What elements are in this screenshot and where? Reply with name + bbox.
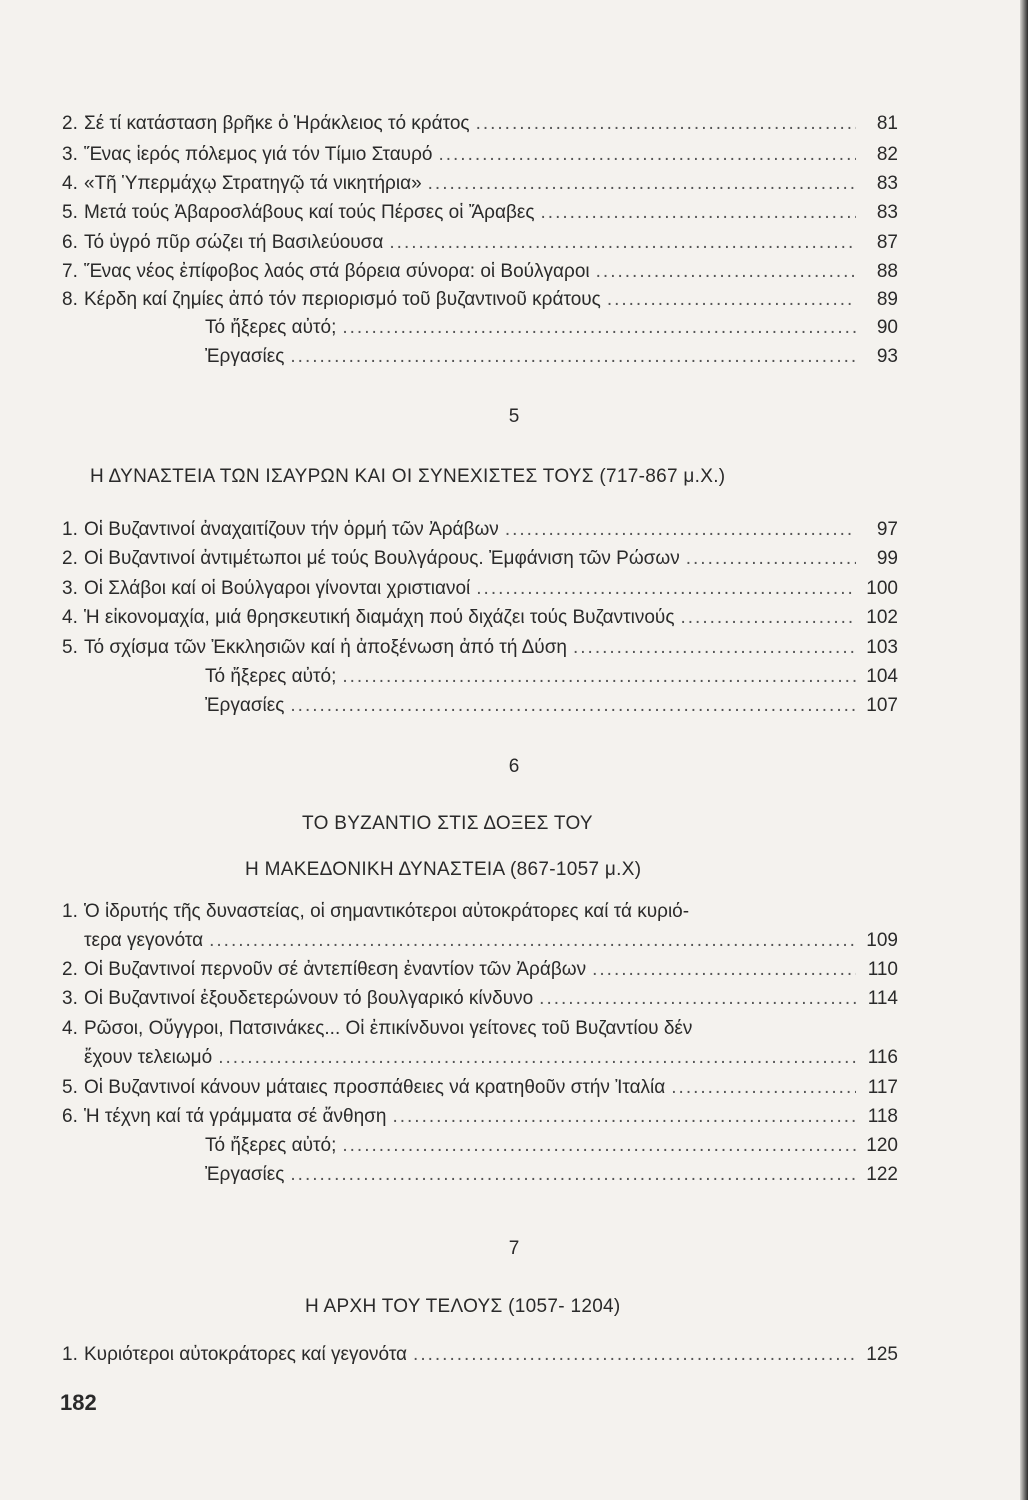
entry-title: Κέρδη καί ζημίες ἀπό τόν περιορισμό τοῦ βυζαντινοῦ κράτους [84, 289, 601, 310]
entry-number: 5. [62, 637, 78, 658]
toc-entry [62, 577, 898, 601]
entry-number: 1. [62, 1344, 78, 1365]
leader-dots [671, 1076, 856, 1100]
entry-number: 3. [62, 144, 78, 165]
leader-dots [596, 260, 856, 284]
page-edge-shadow [1020, 0, 1028, 1500]
entry-title: Ὁ ἱδρυτής τῆς δυναστείας, οἱ σημαντικότεροι αὐτοκράτορες καί τά κυριό- [84, 901, 690, 922]
entry-page: 88 [876, 261, 898, 282]
toc-entry [62, 172, 898, 196]
toc-entry [62, 987, 898, 1011]
toc-entry [62, 1105, 898, 1129]
entry-title: ἔχουν τελειωμό [84, 1047, 213, 1068]
entry-title: Κυριότεροι αὐτοκράτορες καί γεγονότα [84, 1344, 408, 1365]
entry-title: Οἱ Βυζαντινοί περνοῦν σέ ἀντεπίθεση ἐναντίον τῶν Ἀράβων [84, 959, 587, 980]
entry-title: Ἐργασίες [205, 346, 285, 367]
leader-dots [592, 958, 856, 982]
entry-title: Τό ἤξερες αὐτό; [205, 317, 337, 338]
toc-entry [62, 260, 898, 284]
entry-page: 100 [866, 578, 898, 599]
entry-title: Ρῶσοι, Οὔγγροι, Πατσινάκες... Οἱ ἐπικίνδυνοι γείτονες τοῦ Βυζαντίου δέν [84, 1018, 693, 1039]
leader-dots [218, 1046, 856, 1070]
entry-title: Ἡ εἰκονομαχία, μιά θρησκευτική διαμάχη πού διχάζει τούς Βυζαντινούς [84, 607, 675, 628]
entry-number: 2. [62, 959, 78, 980]
entry-page: 107 [866, 695, 898, 716]
leader-dots [290, 345, 856, 369]
entry-title: Τό ὑγρό πῦρ σώζει τή Βασιλεύουσα [84, 232, 384, 253]
entry-number: 1. [62, 901, 78, 922]
entry-page: 125 [866, 1344, 898, 1365]
toc-extra-entry [205, 1163, 898, 1187]
leader-dots [392, 1105, 856, 1129]
entry-page: 99 [876, 548, 898, 569]
entry-page: 104 [866, 666, 898, 687]
toc-entry [62, 1076, 898, 1100]
entry-page: 82 [876, 144, 898, 165]
entry-page: 87 [876, 232, 898, 253]
toc-extra-entry [205, 665, 898, 689]
entry-page: 83 [876, 173, 898, 194]
leader-dots [680, 606, 856, 630]
toc-extra-entry [205, 1134, 898, 1158]
toc-entry [62, 288, 898, 312]
entry-page: 118 [867, 1106, 898, 1127]
entry-page: 102 [866, 607, 898, 628]
entry-title: Ἐργασίες [205, 1164, 285, 1185]
entry-title: τερα γεγονότα [84, 930, 204, 951]
leader-dots [290, 1163, 856, 1187]
leader-dots [342, 1134, 856, 1158]
chapter-title: ΤΟ ΒΥΖΑΝΤΙΟ ΣΤΙΣ ΔΟΞΕΣ ΤΟΥ [302, 813, 593, 834]
toc-entry [62, 1343, 898, 1367]
toc-entry [62, 636, 898, 660]
leader-dots [342, 665, 856, 689]
entry-page: 81 [876, 113, 898, 134]
leader-dots [389, 231, 856, 255]
leader-dots [686, 547, 856, 571]
entry-number: 5. [62, 1077, 78, 1098]
toc-extra-entry [205, 316, 898, 340]
toc-entry [62, 547, 898, 571]
entry-title: Ἐργασίες [205, 695, 285, 716]
leader-dots [476, 112, 856, 136]
toc-extra-entry [205, 694, 898, 718]
leader-dots [413, 1343, 856, 1367]
leader-dots [607, 288, 856, 312]
entry-title: Οἱ Βυζαντινοί κάνουν μάταιες προσπάθειες νά κρατηθοῦν στήν Ἰταλία [84, 1077, 666, 1098]
entry-page: 114 [867, 988, 898, 1009]
leader-dots [573, 636, 856, 660]
entry-title: Οἱ Βυζαντινοί ἀντιμέτωποι μέ τούς Βουλγάρους. Ἐμφάνιση τῶν Ρώσων [84, 548, 680, 569]
toc-entry [62, 1046, 898, 1070]
entry-number: 8. [62, 289, 78, 310]
entry-page: 109 [866, 930, 898, 951]
toc-extra-entry [205, 345, 898, 369]
entry-page: 97 [876, 519, 898, 540]
entry-number: 6. [62, 1106, 78, 1127]
entry-page: 120 [866, 1135, 898, 1156]
entry-page: 117 [867, 1077, 898, 1098]
entry-page: 116 [867, 1047, 898, 1068]
entry-title: Ἕνας ἱερός πόλεμος γιά τόν Τίμιο Σταυρό [84, 144, 433, 165]
entry-page: 89 [876, 289, 898, 310]
leader-dots [541, 201, 856, 225]
chapter-number: 6 [508, 756, 520, 777]
leader-dots [209, 929, 856, 953]
entry-number: 2. [62, 113, 78, 134]
entry-title: «Τῆ Ὑπερμάχῳ Στρατηγῷ τά νικητήρια» [84, 173, 422, 194]
toc-entry [62, 518, 898, 542]
chapter-number: 5 [508, 406, 520, 427]
chapter-subtitle: Η ΜΑΚΕΔΟΝΙΚΗ ΔΥΝΑΣΤΕΙΑ (867-1057 μ.Χ) [245, 859, 642, 880]
chapter-title: Η ΔΥΝΑΣΤΕΙΑ ΤΩΝ ΙΣΑΥΡΩΝ ΚΑΙ ΟΙ ΣΥΝΕΧΙΣΤΕΣ ΤΟΥΣ (717-867 μ.Χ.) [90, 466, 726, 487]
entry-title: Σέ τί κατάσταση βρῆκε ὁ Ἡράκλειος τό κράτος [84, 113, 470, 134]
entry-number: 6. [62, 232, 78, 253]
leader-dots [505, 518, 856, 542]
entry-number: 4. [62, 173, 78, 194]
leader-dots [290, 694, 856, 718]
entry-number: 5. [62, 202, 78, 223]
toc-entry [62, 929, 898, 953]
entry-title: Οἱ Βυζαντινοί ἐξουδετερώνουν τό βουλγαρικό κίνδυνο [84, 988, 534, 1009]
toc-entry [62, 143, 898, 167]
entry-title: Μετά τούς Ἀβαροσλάβους καί τούς Πέρσες οἱ Ἄραβες [84, 202, 535, 223]
toc-entry [62, 201, 898, 225]
entry-title: Τό ἤξερες αὐτό; [205, 1135, 337, 1156]
toc-entry [62, 606, 898, 630]
entry-title: Τό ἤξερες αὐτό; [205, 666, 337, 687]
entry-number: 2. [62, 548, 78, 569]
leader-dots [342, 316, 856, 340]
entry-page: 122 [866, 1164, 898, 1185]
page-number: 182 [60, 1390, 97, 1415]
entry-number: 4. [62, 607, 78, 628]
leader-dots [428, 172, 856, 196]
entry-number: 1. [62, 519, 78, 540]
entry-number: 7. [62, 261, 78, 282]
entry-page: 83 [876, 202, 898, 223]
toc-entry-line1 [62, 900, 689, 924]
leader-dots [476, 577, 856, 601]
toc-entry [62, 112, 898, 136]
entry-number: 4. [62, 1018, 78, 1039]
toc-entry [62, 958, 898, 982]
entry-number: 3. [62, 988, 78, 1009]
entry-title: Οἱ Σλάβοι καί οἱ Βούλγαροι γίνονται χριστιανοί [84, 578, 471, 599]
entry-title: Ἡ τέχνη καί τά γράμματα σέ ἄνθηση [84, 1106, 387, 1127]
entry-page: 110 [867, 959, 898, 980]
entry-title: Οἱ Βυζαντινοί ἀναχαιτίζουν τήν ὁρμή τῶν Ἀράβων [84, 519, 499, 540]
entry-page: 90 [876, 317, 898, 338]
leader-dots [539, 987, 856, 1011]
leader-dots [438, 143, 856, 167]
entry-title: Ἕνας νέος ἐπίφοβος λαός στά βόρεια σύνορα: οἱ Βούλγαροι [84, 261, 590, 282]
entry-title: Τό σχίσμα τῶν Ἐκκλησιῶν καί ἡ ἀποξένωση ἀπό τή Δύση [84, 637, 567, 658]
toc-entry-line1 [62, 1017, 692, 1041]
chapter-number: 7 [508, 1238, 520, 1259]
toc-entry [62, 231, 898, 255]
entry-page: 103 [866, 637, 898, 658]
chapter-title: Η ΑΡΧΗ ΤΟΥ ΤΕΛΟΥΣ (1057- 1204) [305, 1296, 621, 1317]
entry-page: 93 [876, 346, 898, 367]
entry-number: 3. [62, 578, 78, 599]
